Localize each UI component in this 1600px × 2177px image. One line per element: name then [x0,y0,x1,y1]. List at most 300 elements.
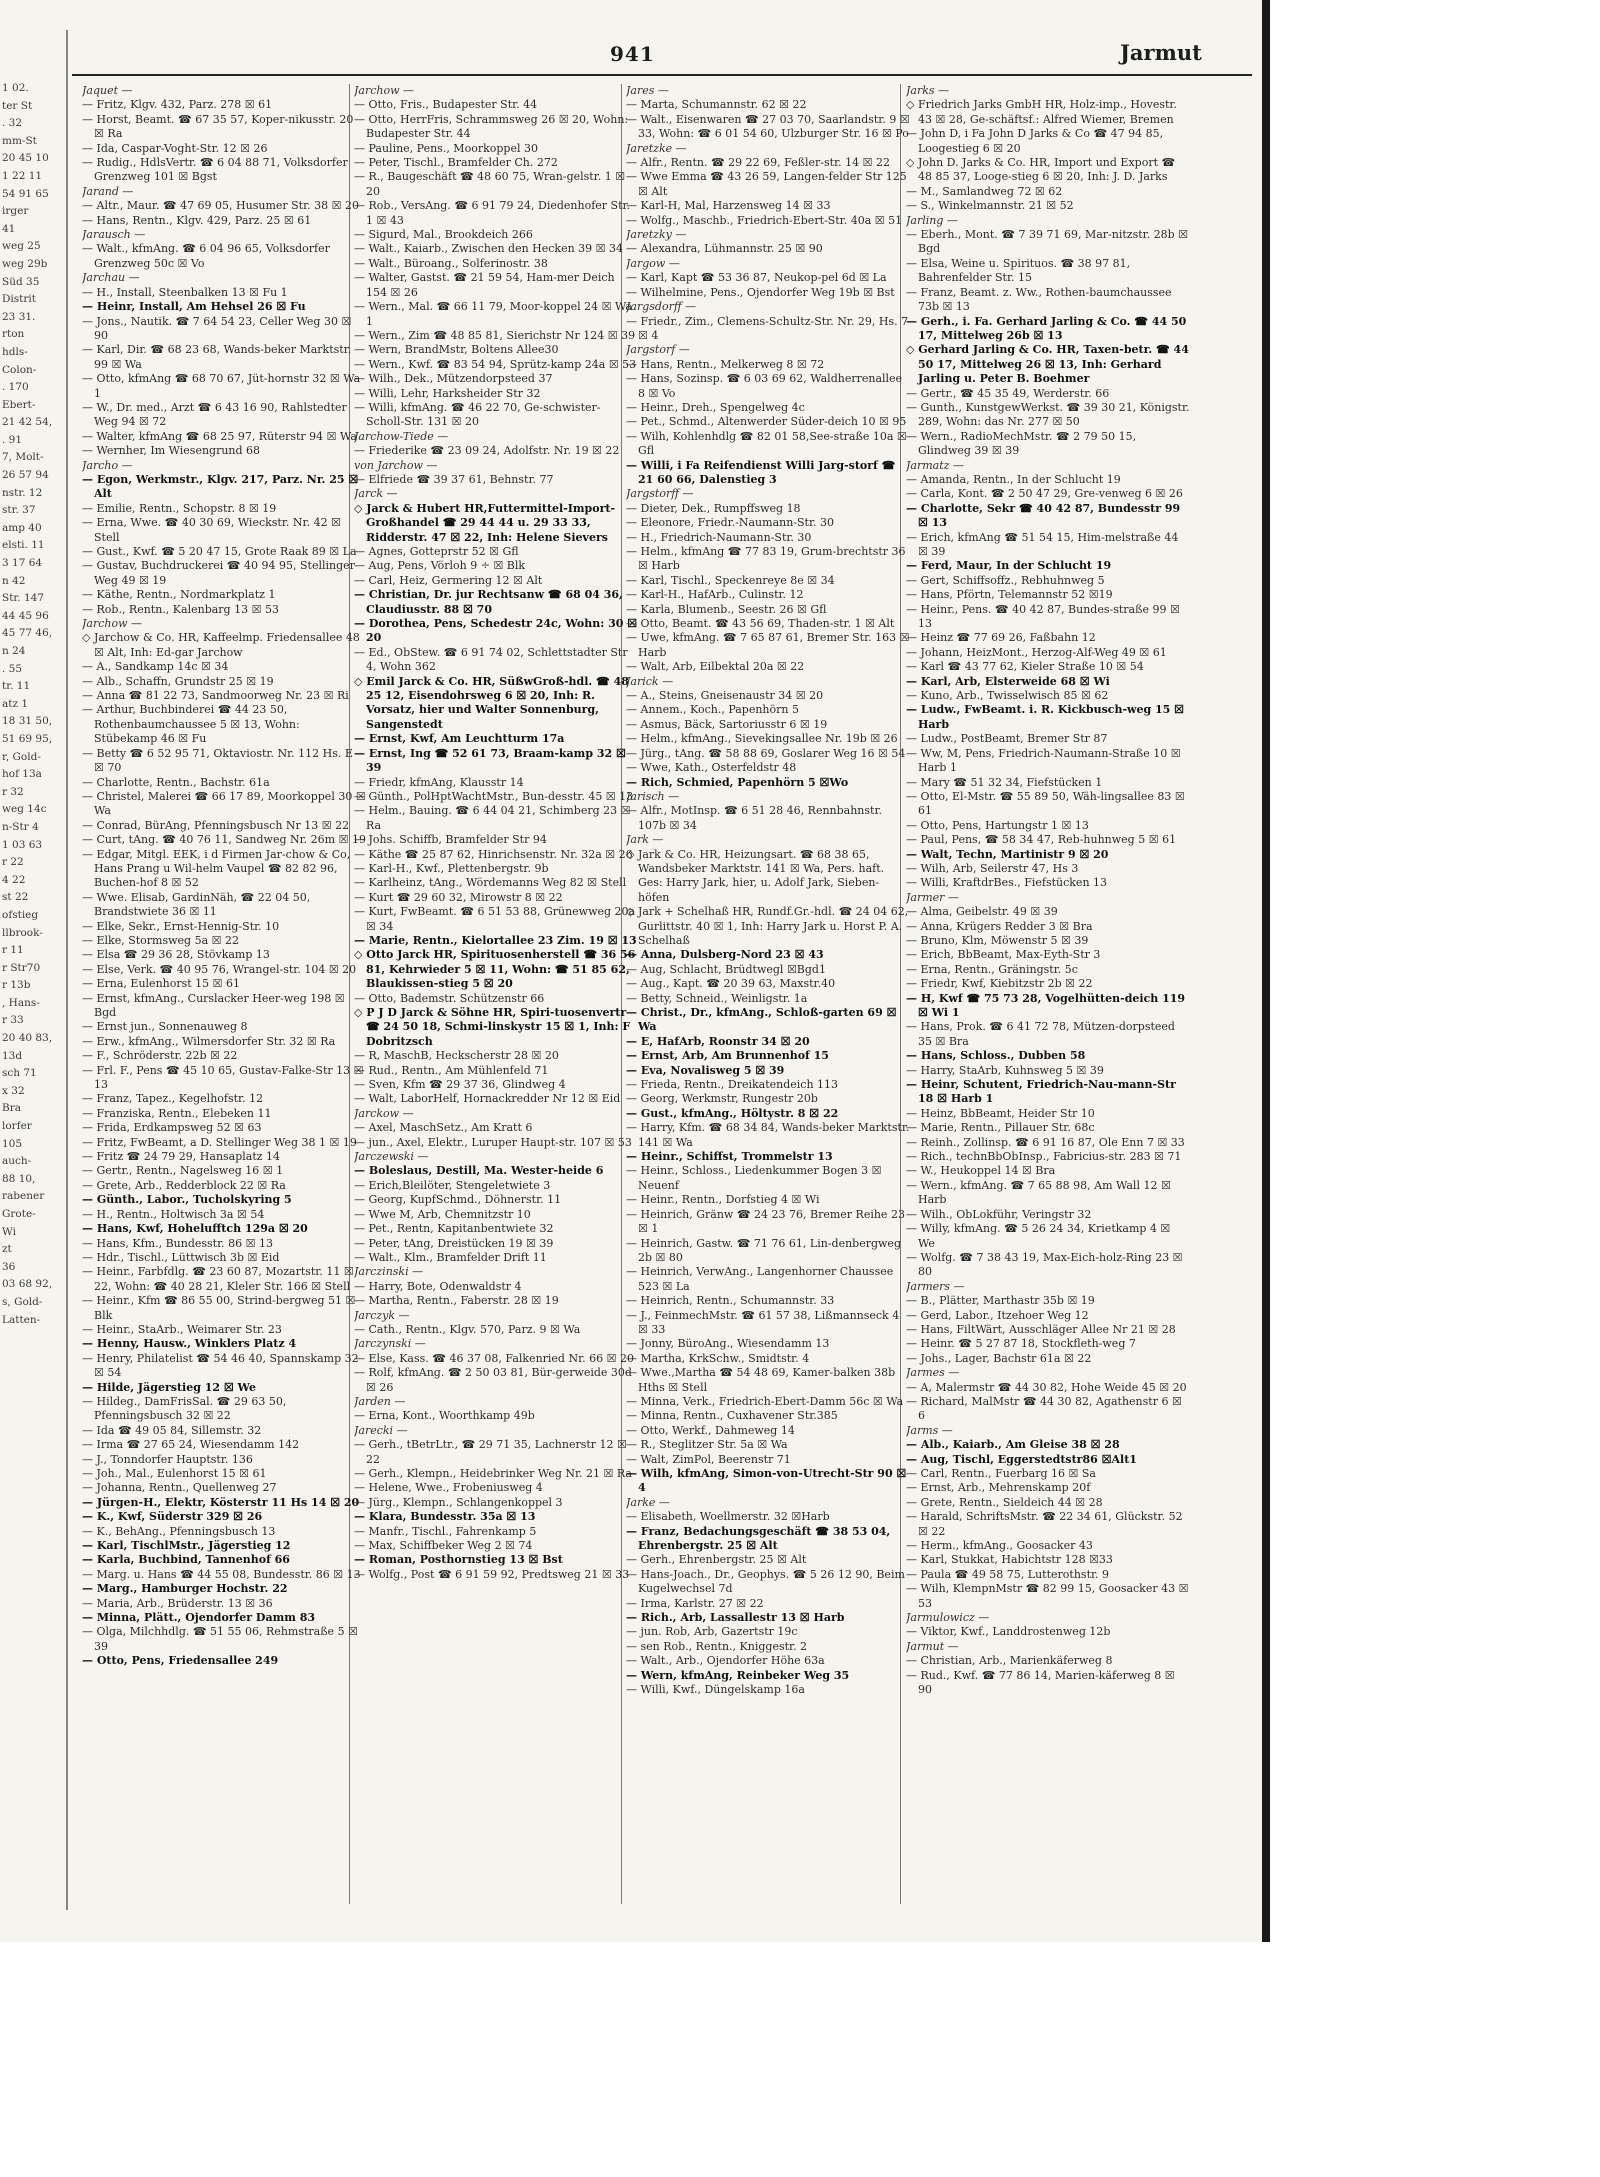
strip-fragment: r 33 [2,1014,24,1027]
directory-column-3 [626,84,910,1904]
directory-entry: — Heinr., Farbfdlg. ☎ 23 60 87, Mozartstr. 11 ☒ 22, Wohn: ☎ 40 28 21, Kleler Str. 166 ☒ Stell [82,1265,354,1293]
strip-fragment: zt [2,1243,12,1256]
surname-heading: Jarke — [626,1495,670,1509]
directory-entry: ◇ Emil Jarck & Co. HR, SüßwGroß-hdl. ☎ 48 25 12, Eisendohrsweg 6 ☒ 20, Inh: R. Vorsatz, hier und Walter Sonnenburg, Sangenstedt [354,674,629,731]
directory-entry: — K., Kwf, Süderstr 329 ☒ 26 [82,1510,263,1524]
strip-fragment: . 55 [2,662,23,675]
directory-entry: — Jonny, BüroAng., Wiesendamm 13 [626,1337,830,1351]
directory-entry: — Betty ☎ 6 52 95 71, Oktaviostr. Nr. 112 Hs. E ☒ 70 [82,746,353,775]
directory-entry: — Marta, Schumannstr. 62 ☒ 22 [626,98,807,112]
directory-entry: — Arthur, Buchbinderei ☎ 44 23 50, Rothenbaumchaussee 5 ☒ 13, Wohn: Stübekamp 46 ☒ Fu [82,703,300,746]
surname-heading: Jarczinski — [354,1265,424,1279]
strip-fragment: , Hans- [2,996,40,1009]
directory-entry: — Otto, kfmAng ☎ 68 70 67, Jüt-hornstr 32 ☒ Wa 1 [82,372,361,400]
directory-entry: — Heinrich, Rentn., Schumannstr. 33 [626,1294,835,1308]
strip-fragment: 36 [2,1260,16,1273]
strip-fragment: amp 40 [2,521,42,534]
surname-heading: Jargstorff — [626,487,694,501]
directory-entry: — Wolfg., Post ☎ 6 91 59 92, Predtsweg 21 ☒ 33 [354,1567,630,1581]
directory-entry: — Wwe.,Martha ☎ 54 48 69, Kamer-balken 38b Hths ☒ Stell [626,1366,896,1394]
directory-entry: — Peter, tAng, Dreistücken 19 ☒ 39 [354,1236,554,1250]
strip-fragment: 1 03 63 [2,838,43,851]
directory-entry: — S., Winkelmannstr. 21 ☒ 52 [906,199,1074,213]
directory-entry: — Dorothea, Pens, Schedestr 24c, Wohn: 30 ☒ 20 [354,617,638,645]
directory-entry: — Richard, MalMstr ☎ 44 30 82, Agathenstr 6 ☒ 6 [906,1394,1182,1423]
directory-entry: — Wwe, Kath., Osterfeldstr 48 [626,761,797,775]
directory-entry: — Wwe Emma ☎ 43 26 59, Langen-felder Str 125 ☒ Alt [626,170,907,198]
directory-entry: — Alfr., Rentn. ☎ 29 22 69, Feßler-str. 14 ☒ 22 [626,156,890,170]
surname-heading: Jarecki — [354,1423,408,1437]
directory-entry: — Ernst jun., Sonnenauweg 8 [82,1020,248,1034]
directory-entry: — Christian, Dr. jur Rechtsanw ☎ 68 04 36, Claudiusstr. 88 ☒ 70 [354,588,623,616]
directory-entry: — Viktor, Kwf., Landdrostenweg 12b [906,1625,1111,1639]
directory-entry: — Rud., Kwf. ☎ 77 86 14, Marien-käferweg 8 ☒ 90 [906,1668,1175,1697]
directory-entry: — Ferd, Maur, In der Schlucht 19 [906,559,1112,573]
strip-fragment: llbrook- [2,926,43,939]
directory-entry: — Elke, Sekr., Ernst-Hennig-Str. 10 [82,919,280,933]
directory-entry: — Asmus, Bäck, Sartoriusstr 6 ☒ 19 [626,717,828,731]
strip-fragment: 88 10, [2,1172,36,1185]
directory-entry: — Rob., VersAng. ☎ 6 91 79 24, Diedenhofer Str. 1 ☒ 43 [354,199,631,227]
directory-entry: — Pet., Schmd., Altenwerder Süder-deich 10 ☒ 95 [626,415,907,429]
directory-entry: — Heinr., Dreh., Spengelweg 4c [626,400,805,414]
directory-entry: — Fritz ☎ 24 79 29, Hansaplatz 14 [82,1150,281,1164]
directory-column-1 [82,84,366,1904]
directory-entry: — Marie, Rentn., Kielortallee 23 Zim. 19 ☒ 13 [354,933,637,947]
directory-entry: — Wern, BrandMstr, Boltens Allee30 [354,343,559,357]
directory-entry: — Otto, Pens, Hartungstr 1 ☒ 13 [906,818,1089,832]
directory-entry: — Ida ☎ 49 05 84, Sillemstr. 32 [82,1423,262,1437]
running-head: Jarmut [1120,40,1202,65]
strip-fragment: 26 57 94 [2,469,49,482]
directory-entry: — Elfriede ☎ 39 37 61, Behnstr. 77 [354,472,554,486]
directory-entry: — Walter, Gastst. ☎ 21 59 54, Ham-mer Deich 154 ☒ 26 [354,271,615,299]
directory-entry: — K., BehAng., Pfenningsbusch 13 [82,1524,276,1538]
surname-heading: Jarmer — [906,890,959,904]
directory-entry: — Wilh, KlempnMstr ☎ 82 99 15, Goosacker 43 ☒ 53 [906,1582,1189,1610]
directory-entry: — Rob., Rentn., Kalenbarg 13 ☒ 53 [82,602,279,616]
directory-entry: — Jürg., tAng. ☎ 58 88 69, Goslarer Weg 16 ☒ 54 [626,746,906,760]
directory-entry: — Wilhelmine, Pens., Ojendorfer Weg 19b ☒ Bst [626,285,895,299]
surname-heading: Jarmut — [906,1639,959,1653]
directory-entry: — Heinr., Rentn., Dorfstieg 4 ☒ Wi [626,1193,820,1207]
directory-entry: — Amanda, Rentn., In der Schlucht 19 [906,472,1121,486]
surname-heading: Jarchow — [354,84,415,97]
strip-fragment: Str. 147 [2,592,44,605]
directory-entry: — Erna, Kont., Woorthkamp 49b [354,1409,535,1423]
directory-entry: — Carl, Rentn., Fuerbarg 16 ☒ Sa [906,1467,1096,1480]
directory-entry: — Karlheinz, tAng., Wördemanns Weg 82 ☒ Stell [354,876,627,890]
directory-entry: — Gust., Kwf. ☎ 5 20 47 15, Grote Raak 89 ☒ La [82,545,357,558]
directory-entry: — Marie, Rentn., Pillauer Str. 68c [906,1121,1095,1135]
directory-entry: — Henry, Philatelist ☎ 54 46 40, Spannskamp 32 ☒ 54 [82,1351,359,1380]
strip-fragment: Ebert- [2,398,36,411]
strip-fragment: r Str70 [2,961,41,974]
strip-fragment: hof 13a [2,768,42,781]
strip-fragment: 13d [2,1049,23,1062]
directory-entry: — Johs. Schiffb, Bramfelder Str 94 [354,833,547,847]
directory-entry: — Sven, Kfm ☎ 29 37 36, Glindweg 4 [354,1078,566,1092]
directory-entry: — Hildeg., DamFrisSal. ☎ 29 63 50, Pfenningsbusch 32 ☒ 22 [82,1394,287,1423]
strip-fragment: auch- [2,1155,32,1168]
surname-heading: Jaretzky — [626,228,687,242]
strip-fragment: Bra [2,1102,21,1115]
surname-heading: Jarms — [906,1423,953,1437]
directory-entry: — Friedr., Zim., Clemens-Schultz-Str. Nr. 29, Hs. 7 ☒ 4 [626,314,909,342]
directory-entry: — Walt., kfmAng. ☎ 6 04 96 65, Volksdorfer Grenzweg 50c ☒ Vo [82,242,330,270]
directory-entry: — Ernst, Ing ☎ 52 61 73, Braam-kamp 32 ☒ 39 [354,746,626,775]
directory-entry: — Walter, kfmAng ☎ 68 25 97, Rüterstr 94 ☒ Wa [82,429,357,443]
strip-fragment: weg 14c [2,803,47,816]
strip-fragment: x 32 [2,1084,25,1097]
directory-entry: — Pet., Rentn, Kapitanbentwiete 32 [354,1222,554,1236]
surname-heading: Jaretzke — [626,141,687,155]
strip-fragment: s, Gold- [2,1295,43,1308]
directory-entry: ◇ Jark & Co. HR, Heizungsart. ☎ 68 38 65, Wandsbeker Marktstr. 141 ☒ Wa, Pers. haft. Ges: Harry Jark, hier, u. Adolf Jark, Sieben-höfen [626,847,885,904]
strip-fragment: Latten- [2,1313,41,1326]
strip-fragment: . 32 [2,117,23,130]
directory-entry: ◇ P J D Jarck & Söhne HR, Spiri-tuosenvertr ☎ 24 50 18, Schmi-linskystr 15 ☒ 1, Inh: F Dobritzsch [354,1006,631,1048]
directory-entry: — Eberh., Mont. ☎ 7 39 71 69, Mar-nitzstr. 28b ☒ Bgd [906,228,1189,256]
directory-entry: — Harry, StaArb, Kuhnsweg 5 ☒ 39 [906,1063,1104,1077]
directory-entry: — W., Dr. med., Arzt ☎ 6 43 16 90, Rahlstedter Weg 94 ☒ 72 [82,400,347,429]
directory-entry: — Cath., Rentn., Klgv. 570, Parz. 9 ☒ Wa [354,1322,581,1336]
directory-entry: ◇ Jarck & Hubert HR,Futtermittel-Import-Großhandel ☎ 29 44 44 u. 29 33 33, Ridderstr. 47 ☒ 22, Inh: Helene Sievers [354,501,616,544]
strip-fragment: 54 91 65 [2,187,49,200]
directory-entry: — jun., Axel, Elektr., Luruper Haupt-str. 107 ☒ 53 [354,1135,632,1149]
directory-entry: — Wern., RadioMechMstr. ☎ 2 79 50 15, Glindweg 39 ☒ 39 [906,429,1137,458]
directory-entry: — Hilde, Jägerstieg 12 ☒ We [82,1380,257,1394]
directory-entry: — Altr., Maur. ☎ 47 69 05, Husumer Str. 38 ☒ 20 [82,199,359,213]
directory-entry: — Anna, Dulsberg-Nord 23 ☒ 43 [626,948,824,962]
surname-heading: Jarisch — [626,789,680,803]
surname-heading: Jares — [626,84,669,97]
directory-entry: — Heinr, Install, Am Hehsel 26 ☒ Fu [82,300,306,314]
directory-entry: — Wwe. Elisab, GardinNäh, ☎ 22 04 50, Brandstwiete 36 ☒ 11 [82,890,311,919]
surname-heading: Jarmulowicz — [906,1611,990,1625]
directory-entry: — Harry, Kfm. ☎ 68 34 84, Wands-beker Marktstr. 141 ☒ Wa [626,1121,910,1149]
directory-entry: — Wern., kfmAng. ☎ 7 65 88 98, Am Wall 12 ☒ Harb [906,1178,1171,1207]
directory-entry: — Egon, Werkmstr., Klgv. 217, Parz. Nr. 25 ☒ Alt [82,472,359,501]
directory-entry: — Wolfg., Maschb., Friedrich-Ebert-Str. 40a ☒ 51 [626,213,903,227]
directory-entry: — Hans, Pförtn, Telemannstr 52 ☒19 [906,588,1113,602]
directory-entry: — Ida, Caspar-Voght-Str. 12 ☒ 26 [82,141,268,155]
strip-fragment: weg 29b [2,257,48,270]
directory-entry: — Wwe M, Arb, Chemnitzstr 10 [354,1207,531,1221]
header-rule [72,74,1252,76]
directory-entry: — Friedr, Kwf, Kiebitzstr 2b ☒ 22 [906,977,1093,991]
directory-entry: — Agnes, Gotteprstr 52 ☒ Gfl [354,545,519,558]
directory-entry: — Heinr., Schloss., Liedenkummer Bogen 3 ☒ Neuenf [626,1164,882,1192]
directory-entry: — Wilh, Kohlenhdlg ☎ 82 01 58,See-straße 10a ☒ Gfl [626,429,907,458]
surname-heading: Jarchow — [82,617,143,631]
directory-entry: — Wilh, Arb, Seilerstr 47, Hs 3 [906,861,1079,875]
directory-entry: — Bruno, Klm, Möwenstr 5 ☒ 39 [906,933,1089,947]
directory-entry: — Heinz, BbBeamt, Heider Str 10 [906,1106,1095,1120]
directory-column-2 [354,84,638,1904]
directory-entry: — Otto, Bademstr. Schützenstr 66 [354,991,545,1005]
directory-entry: — M., Samlandweg 72 ☒ 62 [906,184,1063,198]
strip-fragment: 44 45 96 [2,609,49,622]
strip-fragment: Distrit [2,293,36,306]
directory-entry: — Heinr., Kfm ☎ 86 55 00, Strind-bergweg 51 ☒ Blk [82,1294,356,1322]
directory-entry: — Gert, Schiffsoffz., Rebhuhnweg 5 [906,573,1105,587]
directory-entry: — Ww, M, Pens, Friedrich-Naumann-Straße 10 ☒ Harb 1 [906,746,1181,775]
surname-heading: Jarcho — [82,458,133,472]
directory-entry: — John D, i Fa John D Jarks & Co ☎ 47 94 85, Loogestieg 6 ☒ 20 [906,127,1164,155]
directory-entry: — Wolfg. ☎ 7 38 43 19, Max-Eich-holz-Ring 23 ☒ 80 [906,1250,1183,1279]
directory-entry: — Roman, Posthornstieg 13 ☒ Bst [354,1553,563,1567]
directory-entry: — Wern., Kwf. ☎ 83 54 94, Sprütz-kamp 24a ☒ 53 [354,357,637,371]
directory-entry: — Betty, Schneid., Weinligstr. 1a [626,991,808,1005]
directory-entry: — Rud., Rentn., Am Mühlenfeld 71 [354,1063,549,1077]
directory-entry: — Boleslaus, Destill, Ma. Wester-heide 6 [354,1164,604,1178]
directory-entry: — Charlotte, Sekr ☎ 40 42 87, Bundesstr 99 ☒ 13 [906,501,1181,530]
directory-entry: — Harald, SchriftsMstr. ☎ 22 34 61, Glückstr. 52 ☒ 22 [906,1510,1183,1538]
directory-entry: — Pauline, Pens., Moorkoppel 30 [354,141,538,155]
surname-heading: Jarand — [82,184,134,198]
directory-entry: — Heinr., StaArb., Weimarer Str. 23 [82,1322,282,1336]
directory-entry: — Minna, Verk., Friedrich-Ebert-Damm 56c ☒ Wa [626,1394,904,1408]
directory-entry: — Hans, Sozinsp. ☎ 6 03 69 62, Waldherrenallee 8 ☒ Vo [626,372,903,400]
directory-entry: — Karl, Kapt ☎ 53 36 87, Neukop-pel 6d ☒ La [626,271,887,285]
directory-entry: — Wilh., ObLokführ, Veringstr 32 [906,1207,1092,1221]
directory-entry: — Jürg., Klempn., Schlangenkoppel 3 [354,1495,563,1509]
directory-entry: — Eva, Novalisweg 5 ☒ 39 [626,1063,785,1077]
previous-page-strip [0,80,60,1900]
directory-entry: — Heinr., Schiffst, Trommelstr 13 [626,1150,833,1164]
directory-entry: — Gerh., Ehrenbergstr. 25 ☒ Alt [626,1553,807,1567]
surname-heading: Jarczyk — [354,1308,410,1322]
directory-entry: — Kuno, Arb., Twisselwisch 85 ☒ 62 [906,689,1109,703]
surname-heading: Jarckow — [354,1106,414,1120]
surname-heading: Jargstorf — [626,343,690,357]
strip-fragment: nstr. 12 [2,486,43,499]
surname-heading: Jarmes — [906,1366,960,1380]
strip-fragment: 18 31 50, [2,715,53,728]
directory-entry: ◇ Friedrich Jarks GmbH HR, Holz-imp., Hovestr. 43 ☒ 28, Ge-schäftsf.: Alfred Wiemer, Bremen [906,98,1177,126]
directory-entry: — H., Install, Steenbalken 13 ☒ Fu 1 [82,285,288,299]
directory-entry: — E, HafArb, Roonstr 34 ☒ 20 [626,1034,810,1048]
directory-entry: — Johanna, Rentn., Quellenweg 27 [82,1481,277,1495]
directory-entry: — Reinh., Zollinsp. ☎ 6 91 16 87, Ole Enn 7 ☒ 33 [906,1135,1185,1149]
directory-entry: — Wern, kfmAng, Reinbeker Weg 35 [626,1668,850,1682]
strip-fragment: ofstieg [2,908,39,921]
strip-fragment: n 42 [2,574,26,587]
directory-entry: — Gerh., i. Fa. Gerhard Jarling & Co. ☎ 44 50 17, Mittelweg 26b ☒ 13 [906,314,1187,342]
strip-fragment: 7, Molt- [2,451,44,464]
directory-entry: — Frieda, Rentn., Dreikatendeich 113 [626,1078,839,1092]
surname-heading: Jarczewski — [354,1150,429,1164]
strip-fragment: 105 [2,1137,23,1150]
directory-entry: — Günth., Labor., Tucholskyring 5 [82,1193,292,1207]
strip-fragment: 45 77 46, [2,627,53,640]
directory-entry: — Fritz, Klgv. 432, Parz. 278 ☒ 61 [82,98,273,112]
surname-heading: Jarchau — [82,271,140,285]
directory-entry: — Aug, Tischl, Eggerstedtstr86 ☒Alt1 [906,1452,1137,1466]
directory-entry: — H., Friedrich-Naumann-Str. 30 [626,530,812,544]
directory-entry: — Horst, Beamt. ☎ 67 35 57, Koper-nikusstr. 20 ☒ Ra [82,112,354,141]
directory-entry: — Erw., kfmAng., Wilmersdorfer Str. 32 ☒ Ra [82,1034,336,1048]
directory-entry: — Erich, BbBeamt, Max-Eyth-Str 3 [906,948,1101,962]
directory-entry: — Walt, LaborHelf, Hornackredder Nr 12 ☒ Eid [354,1092,621,1106]
directory-entry: — Franz, Tapez., Kegelhofstr. 12 [82,1092,264,1106]
directory-entry: — Ernst, Kwf, Am Leuchtturm 17a [354,732,565,746]
directory-entry: — Heinr., Pens. ☎ 40 42 87, Bundes-straße 99 ☒ 13 [906,602,1180,631]
directory-entry: — Willi, Lehr, Harksheider Str 32 [354,386,541,400]
directory-entry: — Kurt, FwBeamt. ☎ 6 51 53 88, Grünewweg 20a ☒ 34 [354,905,636,933]
directory-entry: — Frl. F., Pens ☎ 45 10 65, Gustav-Falke-Str 13 ☒ 13 [82,1063,364,1092]
directory-entry: — Käthe, Rentn., Nordmarkplatz 1 [82,588,276,602]
directory-entry: — Karl-H., Kwf., Plettenbergstr. 9b [354,861,549,875]
surname-heading: Jarick — [626,674,674,688]
directory-entry: — R., Steglitzer Str. 5a ☒ Wa [626,1438,788,1452]
directory-entry: — Willi, kfmAng. ☎ 46 22 70, Ge-schwister-Scholl-Str. 131 ☒ 20 [354,400,601,429]
directory-entry: — Uwe, kfmAng. ☎ 7 65 87 61, Bremer Str. 163 ☒ Harb [626,631,910,659]
directory-entry: — Rich., Arb, Lassallestr 13 ☒ Harb [626,1611,845,1625]
directory-entry: — Ernst, Arb., Mehrenskamp 20f [906,1481,1091,1495]
directory-entry: — Carl, Heiz, Germering 12 ☒ Alt [354,573,543,587]
directory-entry: — Gerd, Labor., Itzehoer Weg 12 [906,1308,1089,1322]
directory-entry: — Otto, Pens, Friedensallee 249 [82,1654,279,1668]
directory-entry: — Elsa, Weine u. Spirituos. ☎ 38 97 81, Bahrenfelder Str. 15 [906,256,1131,285]
strip-fragment: irger [2,205,29,218]
directory-entry: — Heinr. ☎ 5 27 87 18, Stockfleth-weg 7 [906,1337,1136,1351]
directory-entry: — Paula ☎ 49 58 75, Lutterothstr. 9 [906,1567,1110,1581]
directory-entry: — Marg. u. Hans ☎ 44 55 08, Bundesstr. 86 ☒ 13 [82,1567,361,1581]
directory-entry: — Alfr., MotInsp. ☎ 6 51 28 46, Rennbahnstr. 107b ☒ 34 [626,804,882,832]
directory-entry: — Minna, Rentn., Cuxhavener Str.385 [626,1409,838,1423]
directory-entry: — Karl, Stukkat, Habichtstr 128 ☒33 [906,1553,1113,1567]
directory-entry: — Rolf, kfmAng. ☎ 2 50 03 81, Bür-gerweide 30d ☒ 26 [354,1366,632,1394]
strip-fragment: r 11 [2,944,24,957]
directory-entry: — Willy, kfmAng. ☎ 5 26 24 34, Krietkamp 4 ☒ We [906,1222,1171,1250]
directory-entry: — Hans, Kwf, Hohelufftch 129a ☒ 20 [82,1222,308,1236]
directory-entry: ◇ Gerhard Jarling & Co. HR, Taxen-betr. ☎ 44 50 17, Mittelweg 26 ☒ 13, Inh: Gerhard Jarling u. Peter B. Boehmer [906,343,1189,386]
directory-entry: — Elsa ☎ 29 36 28, Stövkamp 13 [82,948,270,962]
directory-entry: — Erna, Rentn., Gräningstr. 5c [906,962,1078,976]
directory-entry: — Friederike ☎ 23 09 24, Adolfstr. Nr. 19 ☒ 22 [354,444,620,458]
strip-fragment: Wi [2,1225,16,1238]
directory-entry: — Helm., kfmAng., Sievekingsallee Nr. 19b ☒ 26 [626,732,898,746]
page-number: 941 [610,42,655,66]
surname-heading: Jarks — [906,84,950,97]
directory-entry: — Annem., Koch., Papenhörn 5 [626,703,799,717]
directory-entry: — Willi, KraftdrBes., Fiefstücken 13 [906,876,1108,890]
strip-fragment: n-Str 4 [2,820,39,833]
directory-entry: — Willi, Kwf., Düngelskamp 16a [626,1683,805,1697]
directory-entry: — Hans, Prok. ☎ 6 41 72 78, Mützen-dorpsteed 35 ☒ Bra [906,1020,1175,1048]
directory-entry: — Friedr, kfmAng, Klausstr 14 [354,775,524,789]
strip-fragment: 3 17 64 [2,557,43,570]
directory-entry: — Charlotte, Rentn., Bachstr. 61a [82,775,270,789]
directory-entry: — Christian, Arb., Marienkäferweg 8 [906,1654,1113,1668]
strip-fragment: 41 [2,222,16,235]
surname-heading: von Jarchow — [354,458,438,472]
strip-fragment: mm-St [2,134,37,147]
strip-fragment: sch 71 [2,1067,37,1080]
surname-heading: Jarchow-Tiede — [354,429,449,443]
strip-fragment: 20 45 10 [2,152,49,165]
directory-entry: — Wern., Zim ☎ 48 85 81, Sierichstr Nr 124 ☒ 39 [354,328,636,342]
directory-entry: — Gertr., Rentn., Nagelsweg 16 ☒ 1 [82,1164,284,1178]
directory-entry: — Else, Kass. ☎ 46 37 08, Falkenried Nr. 66 ☒ 20 [354,1351,634,1365]
surname-heading: Jargsdorff — [626,300,697,314]
strip-fragment: ter St [2,99,33,112]
directory-entry: — Alb., Kaiarb., Am Gleise 38 ☒ 28 [906,1438,1120,1452]
directory-entry: — Wilh, kfmAng, Simon-von-Utrecht-Str 90 ☒ 4 [626,1467,907,1495]
directory-entry: — Heinr, Schutent, Friedrich-Nau-mann-Str 18 ☒ Harb 1 [906,1078,1176,1106]
directory-entry: — Wernher, Im Wiesengrund 68 [82,444,261,458]
directory-entry: — Elke, Stormsweg 5a ☒ 22 [82,933,239,947]
directory-entry: — Walt, Arb, Eilbektal 20a ☒ 22 [626,660,805,674]
directory-entry: — Walt., Büroang., Solferinostr. 38 [354,256,548,270]
strip-fragment: rabener [2,1190,45,1203]
strip-fragment: atz 1 [2,697,29,710]
directory-entry: — Christel, Malerei ☎ 66 17 89, Moorkoppel 30 ☒ Wa [82,789,366,818]
directory-entry: — Ludw., FwBeamt. i. R. Kickbusch-weg 15 ☒ Harb [906,703,1185,731]
directory-entry: — Walt, Techn, Martinistr 9 ☒ 20 [906,847,1109,861]
directory-entry: — Alb., Schaffn, Grundstr 25 ☒ 19 [82,674,274,688]
directory-entry: — Conrad, BürAng, Pfenningsbusch Nr 13 ☒ 22 [82,818,350,832]
directory-entry: — R, MaschB, Heckscherstr 28 ☒ 20 [354,1049,559,1063]
directory-entry: — Gunth., KunstgewWerkst. ☎ 39 30 21, Königstr. 289, Wohn: das Nr. 277 ☒ 50 [906,400,1190,429]
directory-entry: — Anna, Krügers Redder 3 ☒ Bra [906,919,1093,933]
directory-entry: — Otto, Beamt. ☎ 43 56 69, Thaden-str. 1 ☒ Alt [626,617,895,631]
strip-fragment: Süd 35 [2,275,40,288]
directory-entry: — Gerh., tBetrLtr., ☎ 29 71 35, Lachnerstr 12 ☒ 22 [354,1438,627,1466]
directory-entry: — A., Steins, Gneisenaustr 34 ☒ 20 [626,689,824,703]
directory-entry: — Karl, Tischl., Speckenreye 8e ☒ 34 [626,573,835,587]
directory-entry: — Erna, Wwe. ☎ 40 30 69, Wieckstr. Nr. 42 ☒ Stell [82,516,341,544]
directory-entry: — H., Rentn., Holtwisch 3a ☒ 54 [82,1207,265,1221]
directory-entry: — Grete, Arb., Redderblock 22 ☒ Ra [82,1178,286,1192]
directory-entry: — Fritz, FwBeamt, a D. Stellinger Weg 38 1 ☒ 19 [82,1135,357,1149]
directory-entry: — Axel, MaschSetz., Am Kratt 6 [354,1121,533,1135]
strip-fragment: weg 25 [2,240,41,253]
directory-entry: — J., Tonndorfer Hauptstr. 136 [82,1452,253,1466]
directory-entry: — Franz, Beamt. z. Ww., Rothen-baumchaussee 73b ☒ 13 [906,285,1172,314]
surname-heading: Jarling — [906,213,958,227]
directory-entry: — Emilie, Rentn., Schopstr. 8 ☒ 19 [82,501,277,515]
directory-entry: — Gust., kfmAng., Höltystr. 8 ☒ 22 [626,1106,839,1120]
directory-entry: — Walt., Klm., Bramfelder Drift 11 [354,1250,547,1264]
directory-entry: — Else, Verk. ☎ 40 95 76, Wrangel-str. 104 ☒ 20 [82,962,357,976]
directory-entry: — Otto, Fris., Budapester Str. 44 [354,98,538,112]
directory-column-4 [906,84,1190,1904]
directory-entry: — W., Heukoppel 14 ☒ Bra [906,1164,1056,1178]
directory-entry: — Franz, Bedachungsgeschäft ☎ 38 53 04, Ehrenbergstr. 25 ☒ Alt [626,1524,891,1553]
directory-entry: — Herm., kfmAng., Goosacker 43 [906,1539,1093,1553]
directory-entry: — sen Rob., Rentn., Kniggestr. 2 [626,1639,808,1653]
directory-entry: — Käthe ☎ 25 87 62, Hinrichsenstr. Nr. 32a ☒ 26 [354,847,633,861]
directory-entry: — Wern., Mal. ☎ 66 11 79, Moor-koppel 24 ☒ Wa 1 [354,300,632,328]
scan-edge [1262,0,1270,1942]
directory-entry: — Karl-H., HafArb., Culinstr. 12 [626,588,804,602]
surname-heading: Jarczynski — [354,1337,426,1351]
directory-entry: — Grete, Rentn., Sieldeich 44 ☒ 28 [906,1495,1103,1509]
directory-entry: — Ernst, kfmAng., Curslacker Heer-weg 198 ☒ Bgd [82,991,345,1019]
directory-entry: — Karl, Dir. ☎ 68 23 68, Wands-beker Marktstr. 99 ☒ Wa [82,343,352,371]
strip-fragment: 1 22 11 [2,169,43,182]
strip-fragment: Colon- [2,363,37,376]
directory-entry: — Rudig., HdlsVertr. ☎ 6 04 88 71, Volksdorfer Grenzweg 101 ☒ Bgst [82,156,348,184]
directory-entry: — Heinrich, Gastw. ☎ 71 76 61, Lin-denbergweg 2b ☒ 80 [626,1236,901,1264]
directory-entry: — Aug, Schlacht, Brüdtwegl ☒Bgd1 [626,962,826,976]
directory-entry: — Hdr., Tischl., Lüttwisch 3b ☒ Eid [82,1250,280,1264]
directory-entry: — Johs., Lager, Bachstr 61a ☒ 22 [906,1351,1092,1365]
directory-entry: — Frida, Erdkampsweg 52 ☒ 63 [82,1121,262,1135]
